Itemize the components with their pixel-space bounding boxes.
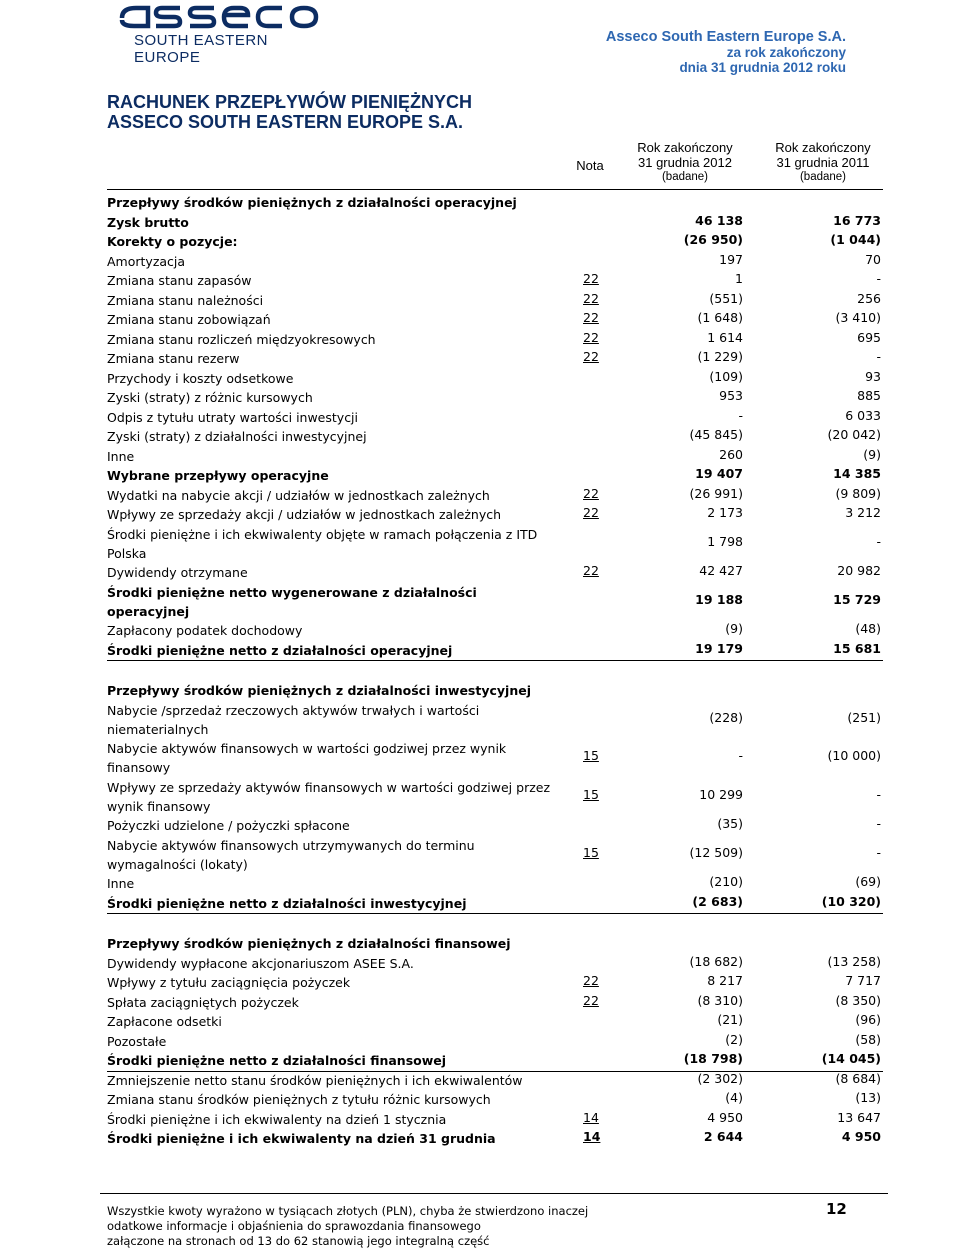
table-row [107, 972, 883, 992]
value-2011: (9 809) [835, 485, 881, 501]
row-label: Nabycie aktywów finansowych w wartości godziwej przez wynik finansowy [107, 741, 507, 775]
value-2011: (9) [863, 446, 881, 462]
row-label: Środki pieniężne netto z działalności operacyjnej [107, 642, 453, 658]
value-2012: (1 648) [697, 310, 743, 325]
logo-subtitle: SOUTH EASTERN EUROPE [134, 32, 269, 66]
table-row [107, 582, 883, 621]
table-row [107, 485, 883, 505]
value-2011: 15 681 [833, 640, 881, 656]
table-row [107, 680, 883, 700]
row-label: Przepływy środków pieniężnych z działalności operacyjnej [107, 195, 517, 210]
value-2011: 885 [857, 388, 881, 403]
value-2012: (551) [709, 290, 743, 306]
value-2011: 70 [865, 251, 881, 267]
row-note: 14 [583, 1109, 599, 1125]
value-2011: 16 773 [833, 212, 881, 228]
value-2011: 7 717 [845, 973, 881, 988]
value-2011: 3 212 [845, 505, 881, 520]
table-row [107, 1070, 883, 1090]
row-note: 22 [583, 992, 599, 1008]
row-label: Amortyzacja [107, 253, 186, 269]
company-name: Asseco South Eastern Europe S.A. [605, 29, 846, 45]
row-note: 22 [583, 973, 599, 988]
value-2011: (69) [855, 874, 881, 889]
value-2012: (18 682) [689, 953, 743, 969]
row-label: Przepływy środków pieniężnych z działalności finansowej [107, 936, 511, 951]
value-2012: (228) [709, 709, 743, 725]
row-label: Zapłacony podatek dochodowy [107, 623, 303, 638]
table-row [107, 465, 883, 485]
row-label: Zmiana stanu rozliczeń międzyokresowych [107, 331, 376, 347]
value-2012: 42 427 [699, 563, 743, 578]
value-2011: 256 [857, 290, 881, 306]
row-label: Zmiana stanu środków pieniężnych z tytułu różnic kursowych [107, 1092, 491, 1107]
col-2011-line1: Rok zakończony [775, 140, 871, 155]
row-label: Przepływy środków pieniężnych z działalności inwestycyjnej [107, 683, 531, 698]
row-label: Dywidendy wypłacone akcjonariuszom ASEE S.A. [107, 955, 414, 971]
row-note: 22 [583, 271, 599, 286]
value-2012: (8 310) [697, 992, 743, 1008]
row-label: Środki pieniężne i ich ekwiwalenty na dzień 1 stycznia [107, 1111, 447, 1127]
value-2012: (109) [709, 368, 743, 384]
row-label: Zmniejszenie netto stanu środków pieniężnych i ich ekwiwalentów [107, 1072, 523, 1088]
value-2012: 1 [735, 271, 743, 286]
title-line-2: ASSECO SOUTH EASTERN EUROPE S.A. [107, 112, 464, 132]
value-2012: (26 991) [689, 485, 743, 501]
value-2011: (96) [855, 1012, 881, 1027]
value-2011: (13 258) [827, 953, 881, 969]
row-note: 22 [583, 349, 599, 364]
asseco-logo [118, 4, 328, 66]
table-row [107, 893, 883, 913]
value-2011: - [876, 816, 881, 831]
row-note: 22 [583, 329, 599, 345]
row-label: Wydatki na nabycie akcji / udziałów w jednostkach zależnych [107, 487, 490, 503]
value-2012: 46 138 [695, 212, 743, 228]
table-row [107, 231, 883, 251]
row-note: 22 [583, 563, 599, 578]
table-row [107, 290, 883, 310]
row-label: Odpis z tytułu utraty wartości inwestycji [107, 409, 359, 425]
table-row [107, 953, 883, 973]
table-row [107, 368, 883, 388]
table-row [107, 620, 883, 640]
table-row [107, 912, 883, 933]
col-2012-line3: (badane) [661, 171, 709, 183]
table-row [107, 1011, 883, 1031]
value-2012: (1 229) [697, 349, 743, 364]
table-row [107, 329, 883, 349]
table-row [107, 524, 883, 563]
table-row [107, 992, 883, 1012]
value-2011: - [876, 533, 881, 549]
row-label: Środki pieniężne netto z działalności inwestycyjnej [107, 895, 467, 911]
value-2011: 15 729 [833, 591, 881, 607]
value-2012: (9) [725, 621, 743, 636]
value-2012: 4 950 [707, 1109, 743, 1125]
footer-line-3: załączone na stronach od 13 do 62 stanowią jego integralną część [107, 1234, 490, 1248]
row-label: Wpływy ze sprzedaży akcji / udziałów w jednostkach zależnych [107, 507, 502, 522]
value-2011: - [876, 271, 881, 286]
value-2011: 695 [857, 329, 881, 345]
value-2011: (10 320) [821, 893, 881, 909]
row-label: Nabycie /sprzedaż rzeczowych aktywów trwałych i wartości niematerialnych [107, 702, 480, 737]
value-2012: 10 299 [699, 786, 743, 802]
value-2011: - [876, 349, 881, 364]
col-2011-line3: (badane) [799, 171, 847, 183]
value-2011: (251) [847, 709, 881, 725]
row-label: Zmiana stanu należności [107, 292, 264, 308]
value-2012: 260 [719, 446, 743, 462]
period-line-2: dnia 31 grudnia 2012 roku [679, 60, 846, 75]
value-2012: (26 950) [683, 232, 743, 247]
row-label: Inne [107, 876, 135, 891]
row-label: Zmiana stanu rezerw [107, 351, 240, 366]
table-row [107, 426, 883, 446]
table-row [107, 504, 883, 524]
value-2012: 197 [719, 251, 743, 267]
value-2012: (2) [725, 1031, 743, 1047]
table-row [107, 251, 883, 271]
row-label: Inne [107, 448, 135, 464]
value-2011: - [876, 844, 881, 860]
table-row [107, 270, 883, 290]
table-row [107, 700, 883, 739]
footer-line-2: odatkowe informacje i objaśnienia do sprawozdania finansowego [107, 1219, 481, 1233]
table-row [107, 640, 883, 660]
row-label: Środki pieniężne i ich ekwiwalenty objęte w ramach połączenia z ITD Polska [107, 526, 538, 561]
table-row [107, 387, 883, 407]
value-2012: (35) [717, 816, 743, 831]
page-title [107, 92, 472, 132]
value-2011: (1 044) [830, 232, 881, 247]
col-2012-line2: 31 grudnia 2012 [638, 155, 732, 170]
value-2012: (2 683) [692, 893, 743, 909]
value-2012: 19 407 [695, 466, 743, 481]
footer-line-1: Wszystkie kwoty wyrażono w tysiącach złotych (PLN), chyba że stwierdzono inaczej [107, 1204, 589, 1218]
col-2011-line2: 31 grudnia 2011 [776, 155, 870, 170]
value-2012: 19 188 [695, 591, 743, 607]
row-label: Pożyczki udzielone / pożyczki spłacone [107, 818, 350, 833]
row-note: 14 [583, 1129, 601, 1144]
value-2011: (8 350) [835, 992, 881, 1008]
value-2012: 19 179 [695, 640, 743, 656]
row-label: Wybrane przepływy operacyjne [107, 468, 329, 483]
column-header-2012 [620, 140, 750, 185]
value-2012: 1 614 [707, 329, 743, 345]
row-note: 22 [583, 290, 599, 306]
table-row [107, 1089, 883, 1109]
row-note: 22 [583, 505, 599, 520]
row-label: Nabycie aktywów finansowych utrzymywanych do terminu wymagalności (lokaty) [107, 837, 475, 872]
row-label: Wpływy z tytułu zaciągnięcia pożyczek [107, 975, 351, 990]
row-note: 22 [583, 485, 599, 501]
table-row [107, 348, 883, 368]
row-note: 15 [583, 786, 599, 802]
row-label: Zysk brutto [107, 214, 189, 230]
table-row [107, 1050, 883, 1070]
column-header-2011 [758, 140, 888, 185]
row-label: Zmiana stanu zapasów [107, 273, 252, 288]
page-number: 12 [826, 1200, 847, 1218]
table-row [107, 815, 883, 835]
row-label: Zyski (straty) z działalności inwestycyjnej [107, 429, 367, 444]
value-2012: (18 798) [683, 1051, 743, 1066]
value-2011: (8 684) [835, 1070, 881, 1086]
table-row [107, 309, 883, 329]
value-2011: - [876, 786, 881, 802]
logo-wordmark-icon [118, 4, 328, 30]
row-label: Zyski (straty) z różnic kursowych [107, 390, 313, 405]
footer-notes [107, 1204, 588, 1249]
value-2012: 2 644 [703, 1129, 743, 1144]
table-row [107, 192, 883, 212]
value-2012: (45 845) [689, 427, 743, 442]
table-row [107, 407, 883, 427]
value-2011: 4 950 [841, 1129, 881, 1144]
title-line-1: RACHUNEK PRZEPŁYWÓW PIENIĘŻNYCH [107, 92, 473, 112]
table-row [107, 659, 883, 680]
table-row [107, 212, 883, 232]
value-2011: 93 [865, 368, 881, 384]
row-label: Środki pieniężne netto wygenerowane z działalności operacyjnej [107, 584, 477, 619]
table-row [107, 777, 883, 816]
period-line-1: za rok zakończony [726, 45, 846, 60]
row-label: Spłata zaciągniętych pożyczek [107, 994, 299, 1010]
row-label: Zmiana stanu zobowiązań [107, 312, 271, 327]
value-2011: (20 042) [827, 427, 881, 442]
value-2011: (13) [855, 1090, 881, 1105]
col-2012-line1: Rok zakończony [637, 140, 733, 155]
table-row [107, 1128, 883, 1148]
value-2012: 953 [719, 388, 743, 403]
value-2011: (3 410) [835, 310, 881, 325]
value-2012: (21) [717, 1012, 743, 1027]
value-2012: 1 798 [707, 533, 743, 549]
value-2011: 14 385 [833, 466, 881, 481]
header-divider [107, 189, 883, 190]
table-row [107, 446, 883, 466]
value-2012: 8 217 [707, 973, 743, 988]
value-2012: (12 509) [689, 844, 743, 860]
value-2012: (210) [709, 874, 743, 889]
value-2011: (10 000) [827, 748, 881, 763]
column-header-nota: Nota [576, 158, 604, 173]
row-label: Środki pieniężne i ich ekwiwalenty na dzień 31 grudnia [107, 1131, 496, 1146]
row-label: Korekty o pozycje: [107, 234, 238, 249]
footer-divider [100, 1193, 888, 1194]
row-label: Dywidendy otrzymane [107, 565, 248, 580]
row-label: Wpływy ze sprzedaży aktywów finansowych w wartości godziwej przez wynik finansowy [107, 779, 551, 814]
row-note: 15 [583, 748, 599, 763]
table-row [107, 1109, 883, 1129]
value-2011: 13 647 [837, 1109, 881, 1125]
table-row [107, 873, 883, 893]
row-note: 22 [583, 310, 599, 325]
table-row [107, 835, 883, 874]
value-2012: - [738, 407, 743, 423]
table-row [107, 738, 883, 777]
value-2011: (48) [855, 621, 881, 636]
value-2011: (58) [855, 1031, 881, 1047]
row-label: Pozostałe [107, 1033, 167, 1049]
table-row [107, 562, 883, 582]
value-2011: (14 045) [821, 1051, 881, 1066]
row-label: Zapłacone odsetki [107, 1014, 222, 1029]
value-2011: 6 033 [845, 407, 881, 423]
report-header [606, 30, 846, 75]
table-row [107, 933, 883, 953]
value-2012: 2 173 [707, 505, 743, 520]
value-2012: (2 302) [697, 1070, 743, 1086]
value-2012: - [738, 748, 743, 763]
row-label: Środki pieniężne netto z działalności finansowej [107, 1053, 447, 1068]
row-note: 15 [583, 844, 599, 860]
row-label: Przychody i koszty odsetkowe [107, 370, 294, 386]
value-2011: 20 982 [837, 563, 881, 578]
value-2012: (4) [725, 1090, 743, 1105]
table-row [107, 1031, 883, 1051]
